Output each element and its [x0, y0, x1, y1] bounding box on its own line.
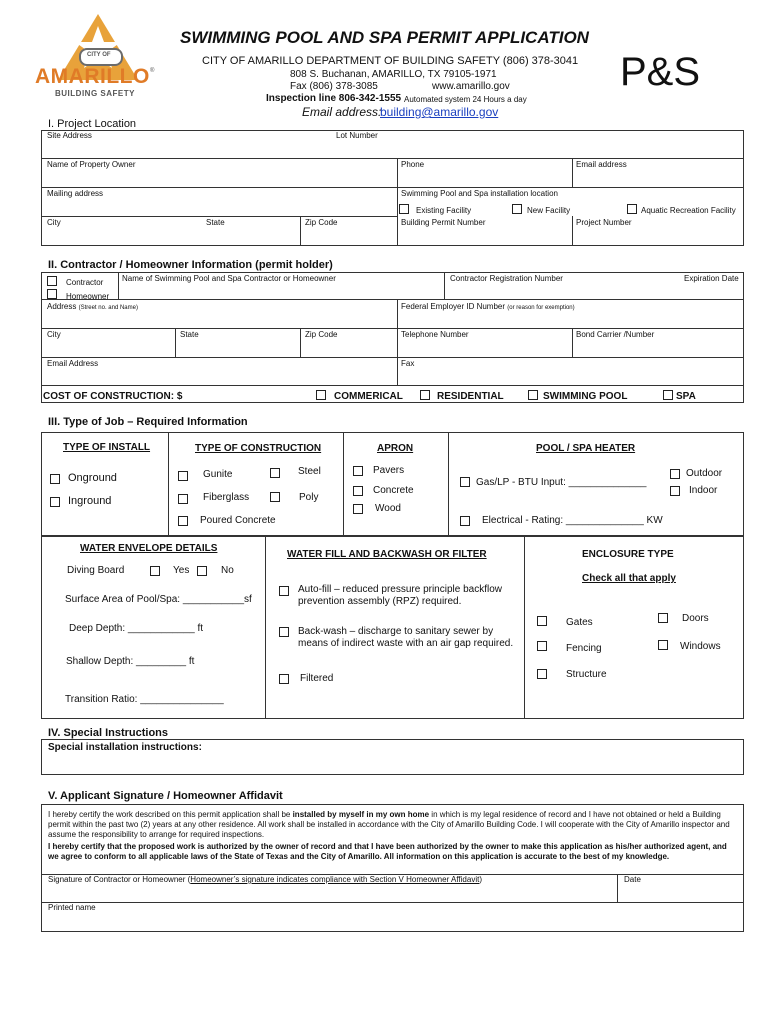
- logo-registered: ®: [150, 68, 155, 74]
- inspection-note: Automated system 24 Hours a day: [404, 95, 527, 104]
- form-code: P&S: [620, 50, 701, 94]
- dept-line: CITY OF AMARILLO DEPARTMENT OF BUILDING SAFETY (806) 378-3041: [202, 55, 579, 67]
- outdoor-label: Outdoor: [686, 468, 723, 479]
- diving-yes-label: Yes: [173, 565, 190, 576]
- contractor-state-field[interactable]: State: [180, 330, 199, 339]
- pavers-label: Pavers: [373, 465, 405, 476]
- poly-label: Poly: [299, 492, 319, 503]
- backwash-label: Back-wash – discharge to sanitary sewer by means of indirect waste with an air gap required.: [298, 626, 514, 649]
- existing-facility-label: Existing Facility: [416, 206, 472, 215]
- section-2-heading: II. Contractor / Homeowner Information (permit holder): [48, 259, 333, 271]
- water-envelope-heading: WATER ENVELOPE DETAILS: [80, 543, 218, 554]
- inground-label: Inground: [68, 495, 112, 507]
- gas-lp-checkbox[interactable]: [460, 477, 470, 487]
- gas-btu-field[interactable]: Gas/LP - BTU Input: ______________: [476, 477, 647, 488]
- property-owner-field[interactable]: Name of Property Owner: [47, 160, 136, 169]
- logo-sub: BUILDING SAFETY: [55, 89, 135, 98]
- structure-checkbox[interactable]: [537, 669, 547, 679]
- windows-label: Windows: [680, 641, 721, 652]
- address-note: (Street no. and Name): [78, 305, 138, 311]
- spa-label: SPA: [676, 391, 696, 402]
- diving-no-checkbox[interactable]: [197, 566, 207, 576]
- concrete-label: Concrete: [373, 485, 414, 496]
- commercial-label: COMMERICAL: [334, 391, 403, 402]
- autofill-label: Auto-fill – reduced pressure principle backflow prevention assembly (RPZ) required.: [298, 584, 502, 607]
- section-1-heading: I. Project Location: [48, 118, 137, 130]
- windows-checkbox[interactable]: [658, 640, 668, 650]
- fencing-checkbox[interactable]: [537, 641, 547, 651]
- cost-of-construction-field[interactable]: COST OF CONSTRUCTION: $: [43, 391, 183, 402]
- logo-name: AMARILLO: [35, 65, 150, 88]
- telephone-field[interactable]: Telephone Number: [401, 330, 469, 339]
- homeowner-label: Homeowner: [66, 292, 110, 301]
- gunite-checkbox[interactable]: [178, 471, 188, 481]
- email-field[interactable]: Email address: [576, 160, 627, 169]
- surface-area-field[interactable]: Surface Area of Pool/Spa: ___________sf: [65, 594, 252, 605]
- fiberglass-label: Fiberglass: [203, 492, 250, 503]
- existing-facility-checkbox[interactable]: [399, 204, 409, 214]
- email-label: Email address:: [302, 105, 382, 119]
- affidavit-paragraph-2: I hereby certify that the proposed work is authorized by the owner of record and that I have been authorized by the owner to make this application as his/her authorized agent, and we agree to conform to all applicable laws of the State of Texas and the City of Amarillo. All information on this application is accurate to the best of my knowledge.: [48, 842, 727, 861]
- doors-label: Doors: [682, 613, 709, 624]
- contractor-fax-field[interactable]: Fax: [401, 359, 415, 368]
- heater-heading: POOL / SPA HEATER: [536, 443, 636, 454]
- install-location-label: Swimming Pool and Spa installation location: [401, 189, 558, 198]
- filtered-label: Filtered: [300, 673, 334, 684]
- printed-name-field[interactable]: Printed name: [48, 903, 96, 912]
- indoor-checkbox[interactable]: [670, 486, 680, 496]
- deep-depth-field[interactable]: Deep Depth: ____________ ft: [69, 623, 203, 634]
- project-location-box: [41, 130, 744, 246]
- fiberglass-checkbox[interactable]: [178, 494, 188, 504]
- phone-field[interactable]: Phone: [401, 160, 425, 169]
- expiration-date-field[interactable]: Expiration Date: [684, 274, 739, 283]
- onground-checkbox[interactable]: [50, 474, 60, 484]
- section-3-heading: III. Type of Job – Required Information: [48, 416, 248, 428]
- outdoor-checkbox[interactable]: [670, 469, 680, 479]
- contractor-label: Contractor: [66, 278, 104, 287]
- type-of-install-heading: TYPE OF INSTALL: [63, 442, 151, 453]
- pavers-checkbox[interactable]: [353, 466, 363, 476]
- transition-ratio-field[interactable]: Transition Ratio: _______________: [65, 694, 224, 705]
- backwash-checkbox[interactable]: [279, 627, 289, 637]
- special-instructions-label: Special installation instructions:: [48, 742, 202, 753]
- lot-number-field[interactable]: Lot Number: [336, 131, 378, 140]
- autofill-checkbox[interactable]: [279, 586, 289, 596]
- wood-label: Wood: [375, 503, 401, 514]
- section-4-heading: IV. Special Instructions: [48, 727, 169, 739]
- new-facility-label: New Facility: [527, 206, 571, 215]
- website-link[interactable]: www.amarillo.gov: [432, 81, 510, 92]
- onground-label: Onground: [68, 472, 117, 484]
- contractor-city-field[interactable]: City: [47, 330, 61, 339]
- date-field[interactable]: Date: [624, 875, 641, 884]
- electrical-checkbox[interactable]: [460, 516, 470, 526]
- water-fill-heading: WATER FILL AND BACKWASH OR FILTER: [287, 549, 487, 560]
- logo-top-text: CITY OF: [87, 52, 111, 58]
- mailing-address-field[interactable]: Mailing address: [47, 189, 104, 198]
- bond-carrier-field[interactable]: Bond Carrier /Number: [576, 330, 655, 339]
- swimming-pool-label: SWIMMING POOL: [543, 391, 628, 402]
- type-of-construction-heading: TYPE OF CONSTRUCTION: [195, 443, 322, 454]
- residential-label: RESIDENTIAL: [437, 391, 504, 402]
- swimming-pool-checkbox[interactable]: [528, 390, 538, 400]
- address-label: Address: [47, 302, 77, 311]
- site-address-field[interactable]: Site Address: [47, 131, 92, 140]
- address-line: 808 S. Buchanan, AMARILLO, TX 79105-1971: [290, 69, 497, 80]
- indoor-label: Indoor: [689, 485, 718, 496]
- contractor-address-field[interactable]: [47, 302, 138, 313]
- email-link[interactable]: building@amarillo.gov: [380, 105, 499, 119]
- electrical-rating-field[interactable]: Electrical - Rating: ______________ KW: [482, 515, 663, 526]
- steel-checkbox[interactable]: [270, 468, 280, 478]
- gates-checkbox[interactable]: [537, 616, 547, 626]
- enclosure-type-heading: ENCLOSURE TYPE: [582, 549, 674, 560]
- affidavit-paragraph-1: I hereby certify the work described on this permit application shall be installed by myself in my own home in which is my legal residence of record and I have not obtained or held a Building permit within the past two (2) years at any other residence. All work shall be installed in accordance with the City of Amarillo Building Code. I will cooperate with the City of Amarillo inspector and assume the responsibility to arrange for required inspections.: [48, 810, 730, 839]
- filtered-checkbox[interactable]: [279, 674, 289, 684]
- structure-label: Structure: [566, 669, 607, 680]
- aquatic-facility-label: Aquatic Recreation Facility: [641, 206, 736, 215]
- wood-checkbox[interactable]: [353, 504, 363, 514]
- building-permit-field[interactable]: Building Permit Number: [401, 218, 486, 227]
- gates-label: Gates: [566, 617, 593, 628]
- diving-board-label: Diving Board: [67, 565, 125, 576]
- fein-label: Federal Employer ID Number: [401, 302, 506, 311]
- poured-concrete-checkbox[interactable]: [178, 516, 188, 526]
- contractor-checkbox[interactable]: [47, 276, 57, 286]
- aquatic-facility-checkbox[interactable]: [627, 204, 637, 214]
- inspection-line: Inspection line 806-342-1555: [266, 93, 402, 104]
- doors-checkbox[interactable]: [658, 613, 668, 623]
- homeowner-checkbox[interactable]: [47, 289, 57, 299]
- section-5-heading: V. Applicant Signature / Homeowner Affidavit: [48, 790, 283, 802]
- gunite-label: Gunite: [203, 469, 233, 480]
- diving-yes-checkbox[interactable]: [150, 566, 160, 576]
- city-field[interactable]: City: [47, 218, 61, 227]
- contractor-name-field[interactable]: Name of Swimming Pool and Spa Contractor or Homeowner: [122, 274, 336, 283]
- zip-field[interactable]: Zip Code: [305, 218, 338, 227]
- residential-checkbox[interactable]: [420, 390, 430, 400]
- new-facility-checkbox[interactable]: [512, 204, 522, 214]
- fencing-label: Fencing: [566, 643, 602, 654]
- spa-checkbox[interactable]: [663, 390, 673, 400]
- apron-heading: APRON: [377, 443, 414, 454]
- state-field[interactable]: State: [206, 218, 225, 227]
- inground-checkbox[interactable]: [50, 497, 60, 507]
- poly-checkbox[interactable]: [270, 492, 280, 502]
- contractor-zip-field[interactable]: Zip Code: [305, 330, 338, 339]
- steel-label: Steel: [298, 466, 321, 477]
- poured-concrete-label: Poured Concrete: [200, 515, 276, 526]
- check-all-note: Check all that apply: [582, 573, 676, 584]
- concrete-checkbox[interactable]: [353, 486, 363, 496]
- registration-number-field[interactable]: Contractor Registration Number: [450, 274, 563, 283]
- commercial-checkbox[interactable]: [316, 390, 326, 400]
- diving-no-label: No: [221, 565, 234, 576]
- form-title: SWIMMING POOL AND SPA PERMIT APPLICATION: [180, 28, 589, 47]
- fein-note: (or reason for exemption): [507, 305, 575, 311]
- signature-field[interactable]: Signature of Contractor or Homeowner (Homeowner’s signature indicates compliance with Section V Homeowner Affidavit): [48, 875, 483, 884]
- fein-field[interactable]: [401, 302, 575, 313]
- fax-line: Fax (806) 378-3085: [290, 81, 378, 92]
- contractor-email-field[interactable]: Email Address: [47, 359, 99, 368]
- project-number-field[interactable]: Project Number: [576, 218, 632, 227]
- shallow-depth-field[interactable]: Shallow Depth: _________ ft: [66, 656, 195, 667]
